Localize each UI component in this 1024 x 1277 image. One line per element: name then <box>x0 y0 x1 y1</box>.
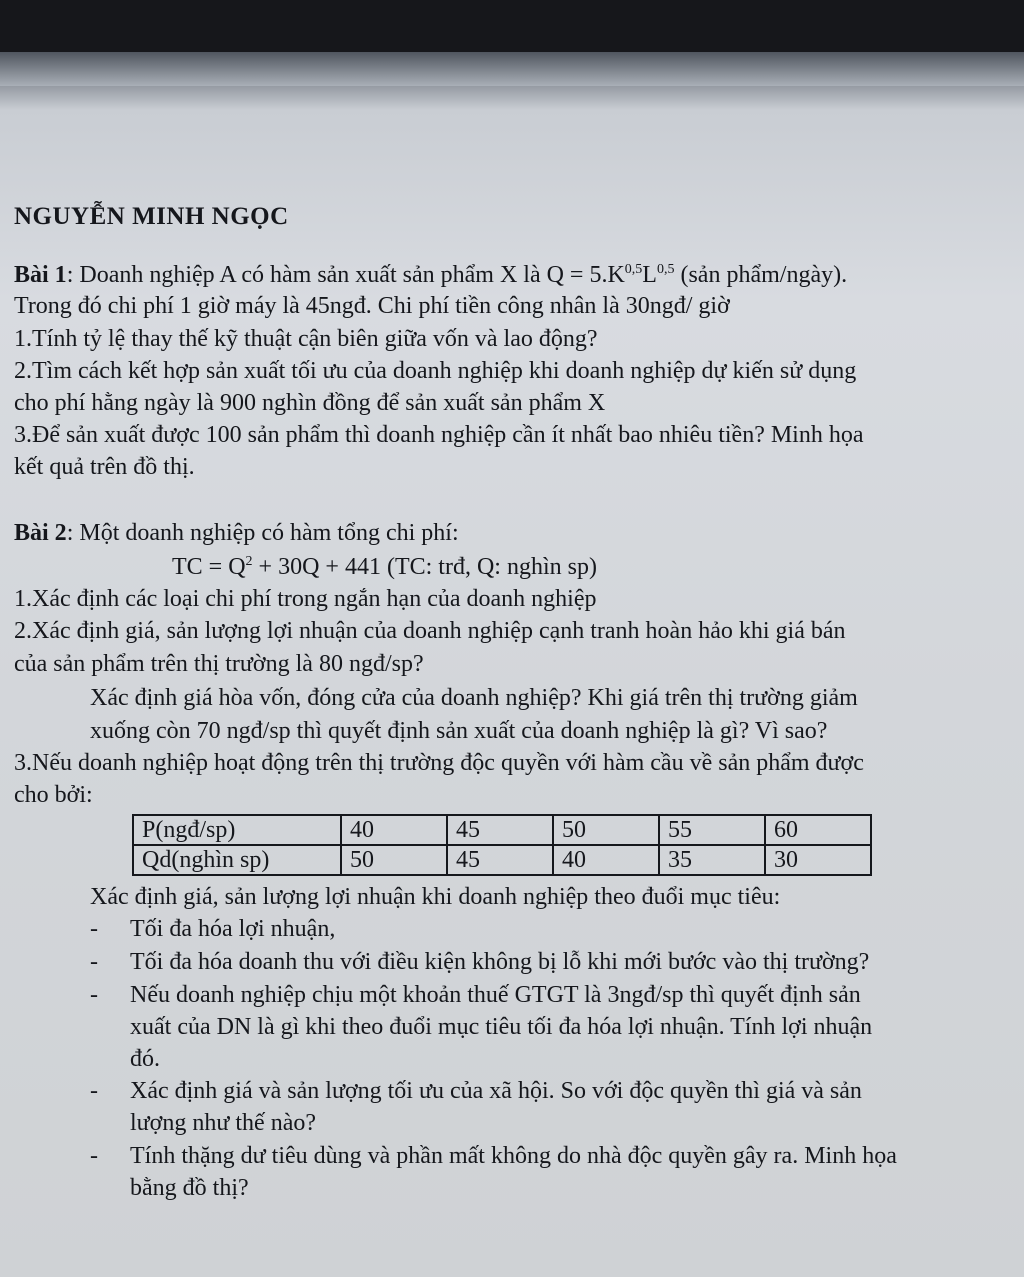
bai1-question-2: 2.Tìm cách kết hợp sản xuất tối ưu của doanh nghiệp khi doanh nghiệp dự kiến sử dụng <box>14 358 857 384</box>
list-item-cont: đó. <box>130 1046 160 1072</box>
list-item-text: Tính thặng dư tiêu dùng và phần mất không do nhà độc quyền gây ra. Minh họa <box>130 1143 897 1169</box>
table-cell: 35 <box>659 845 765 875</box>
bai1-costs: Trong đó chi phí 1 giờ máy là 45ngđ. Chi phí tiền công nhân là 30ngđ/ giờ <box>14 293 730 319</box>
document-page <box>0 86 1024 1277</box>
bai2-question-2-breakeven: Xác định giá hòa vốn, đóng cửa của doanh nghiệp? Khi giá trên thị trường giảm <box>90 685 858 711</box>
monitor-edge <box>0 52 1024 86</box>
table-cell: 50 <box>553 815 659 845</box>
list-item-text: Xác định giá và sản lượng tối ưu của xã hội. So với độc quyền thì giá và sản <box>130 1078 862 1104</box>
bai1-question-1: 1.Tính tỷ lệ thay thế kỹ thuật cận biên giữa vốn và lao động? <box>14 326 598 352</box>
table-cell: 45 <box>447 845 553 875</box>
bai1-question-3-cont: kết quả trên đồ thị. <box>14 454 195 480</box>
monitor-bezel <box>0 0 1024 52</box>
table-cell: 40 <box>341 815 447 845</box>
bai2-intro <box>14 518 459 548</box>
bai1-intro <box>14 260 847 290</box>
bullet-dash: - <box>90 982 98 1008</box>
list-item-text: Tối đa hóa lợi nhuận, <box>130 916 336 942</box>
bai1-question-2-cont: cho phí hằng ngày là 900 nghìn đồng để sản xuất sản phẩm X <box>14 390 606 416</box>
bai1-exponent-k: 0,5 <box>624 262 643 277</box>
bai2-question-2-price-drop: xuống còn 70 ngđ/sp thì quyết định sản xuất của doanh nghiệp là gì? Vì sao? <box>90 718 828 744</box>
bai1-intro-text: : Doanh nghiệp A có hàm sản xuất sản phẩm X là Q = 5.K <box>66 262 625 288</box>
list-item <box>90 947 869 977</box>
bai2-question-1: 1.Xác định các loại chi phí trong ngắn hạn của doanh nghiệp <box>14 586 597 612</box>
table-cell: 45 <box>447 815 553 845</box>
bai1-exponent-l: 0,5 <box>656 262 675 277</box>
table-row <box>133 815 871 845</box>
bai2-label: Bài 2 <box>14 520 67 546</box>
bullet-dash: - <box>90 1078 98 1104</box>
bai1-question-3: 3.Để sản xuất được 100 sản phẩm thì doanh nghiệp cần ít nhất bao nhiêu tiền? Minh họa <box>14 422 864 448</box>
author-name: NGUYỄN MINH NGỌC <box>14 203 289 230</box>
bai2-question-2-cont: của sản phẩm trên thị trường là 80 ngđ/sp? <box>14 651 424 677</box>
bai2-formula-start: TC = Q <box>172 554 246 580</box>
objectives-intro: Xác định giá, sản lượng lợi nhuận khi doanh nghiệp theo đuổi mục tiêu: <box>90 884 781 910</box>
table-cell: 40 <box>553 845 659 875</box>
bai2-formula <box>172 552 597 582</box>
list-item-text: Nếu doanh nghiệp chịu một khoản thuế GTGT là 3ngđ/sp thì quyết định sản <box>130 982 861 1008</box>
bullet-dash: - <box>90 949 98 975</box>
list-item-cont: lượng như thế nào? <box>130 1110 316 1136</box>
list-item <box>90 914 335 944</box>
list-item <box>90 1076 862 1106</box>
list-item-cont: xuất của DN là gì khi theo đuổi mục tiêu tối đa hóa lợi nhuận. Tính lợi nhuận <box>130 1014 873 1040</box>
list-item <box>90 1141 897 1171</box>
bai2-question-2: 2.Xác định giá, sản lượng lợi nhuận của doanh nghiệp cạnh tranh hoàn hảo khi giá bán <box>14 618 846 644</box>
bai1-formula-l: L <box>642 262 657 288</box>
demand-table <box>132 814 872 876</box>
table-row <box>133 845 871 875</box>
bai2-question-3: 3.Nếu doanh nghiệp hoạt động trên thị trường độc quyền với hàm cầu về sản phẩm được <box>14 750 864 776</box>
table-cell: 50 <box>341 845 447 875</box>
table-row-label: P(ngđ/sp) <box>133 815 341 845</box>
bullet-dash: - <box>90 1143 98 1169</box>
bai1-unit: (sản phẩm/ngày). <box>674 262 848 288</box>
bai1-label: Bài 1 <box>14 262 67 288</box>
list-item-cont: bằng đồ thị? <box>130 1175 249 1201</box>
table-row-label: Qd(nghìn sp) <box>133 845 341 875</box>
list-item <box>90 980 861 1010</box>
bai2-question-3-cont: cho bởi: <box>14 782 93 808</box>
list-item-text: Tối đa hóa doanh thu với điều kiện không bị lỗ khi mới bước vào thị trường? <box>130 949 870 975</box>
bai2-intro-text: : Một doanh nghiệp có hàm tổng chi phí: <box>66 520 459 546</box>
table-cell: 30 <box>765 845 871 875</box>
bai2-formula-end: + 30Q + 441 (TC: trđ, Q: nghìn sp) <box>252 554 597 580</box>
table-cell: 60 <box>765 815 871 845</box>
bai2-formula-exponent: 2 <box>245 554 253 569</box>
table-cell: 55 <box>659 815 765 845</box>
bullet-dash: - <box>90 916 98 942</box>
